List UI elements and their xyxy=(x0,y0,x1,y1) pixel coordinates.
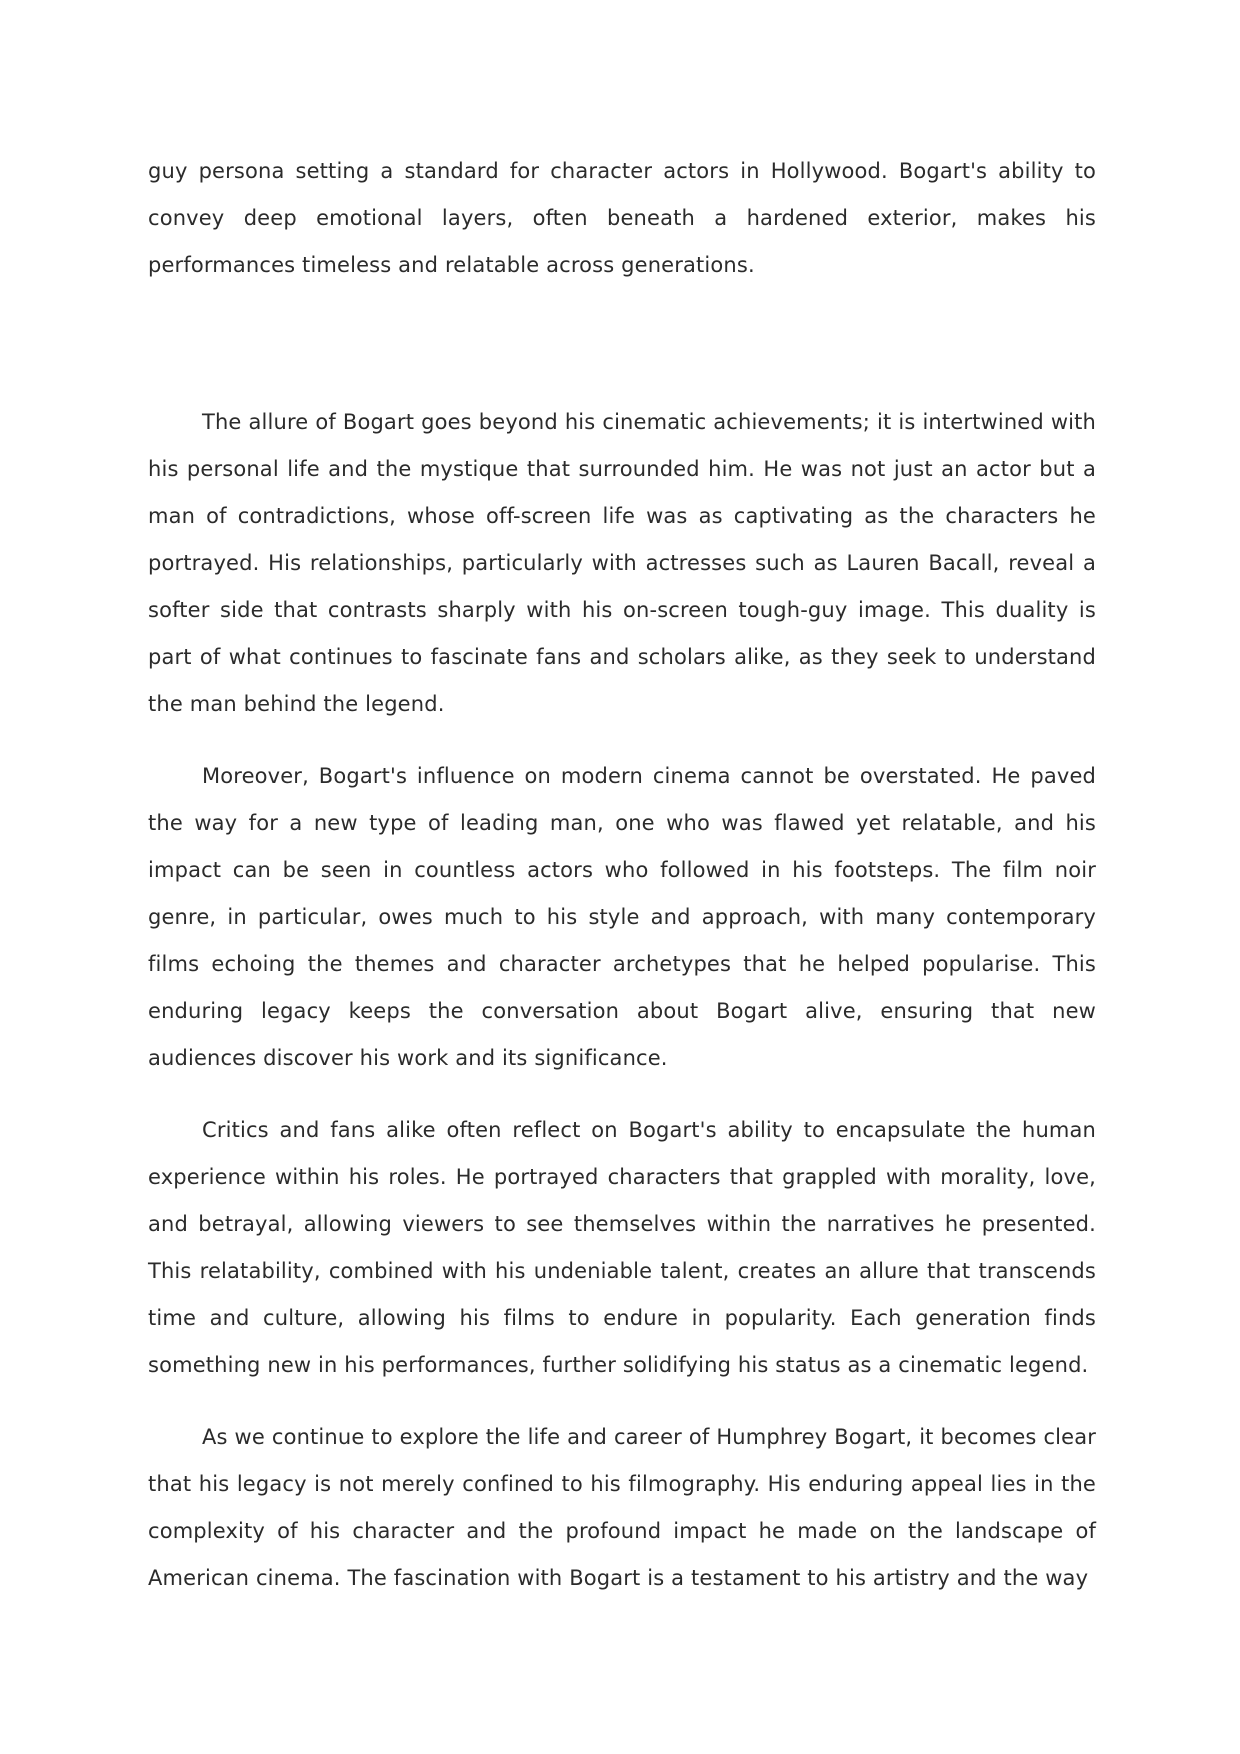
paragraph-allure xyxy=(148,399,1096,728)
paragraph-text: Critics and fans alike often reflect on Bogart's ability to encapsulate the human experience within his roles. He portrayed characters that grappled with morality, love, and betrayal, allowing viewers to see themselves within the narratives he presented. This relatability, combined with his undeniable talent, creates an allure that transcends time and culture, allowing his films to endure in popularity. Each generation finds something new in his performances, further solidifying his status as a cinematic legend. xyxy=(148,1118,1096,1377)
paragraph-legacy xyxy=(148,1414,1096,1602)
paragraph-critics xyxy=(148,1107,1096,1389)
paragraph-text: As we continue to explore the life and career of Humphrey Bogart, it becomes clear that his legacy is not merely confined to his filmography. His enduring appeal lies in the complexity of his character and the profound impact he made on the landscape of American cinema. The fascination with Bogart is a testament to his artistry and the way xyxy=(148,1425,1096,1590)
paragraph-influence xyxy=(148,753,1096,1082)
paragraph-text: Moreover, Bogart's influence on modern cinema cannot be overstated. He paved the way for a new type of leading man, one who was flawed yet relatable, and his impact can be seen in countless actors who followed in his footsteps. The film noir genre, in particular, owes much to his style and approach, with many contemporary films echoing the themes and character archetypes that he helped popularise. This enduring legacy keeps the conversation about Bogart alive, ensuring that new audiences discover his work and its significance. xyxy=(148,764,1096,1070)
paragraph-text: The allure of Bogart goes beyond his cinematic achievements; it is intertwined with his personal life and the mystique that surrounded him. He was not just an actor but a man of contradictions, whose off-screen life was as captivating as the characters he portrayed. His relationships, particularly with actresses such as Lauren Bacall, reveal a softer side that contrasts sharply with his on-screen tough-guy image. This duality is part of what continues to fascinate fans and scholars alike, as they seek to understand the man behind the legend. xyxy=(148,410,1096,716)
paragraph-continuation xyxy=(148,148,1096,289)
paragraph-text: guy persona setting a standard for character actors in Hollywood. Bogart's ability to convey deep emotional layers, often beneath a hardened exterior, makes his performances timeless and relatable across generations. xyxy=(148,159,1096,277)
